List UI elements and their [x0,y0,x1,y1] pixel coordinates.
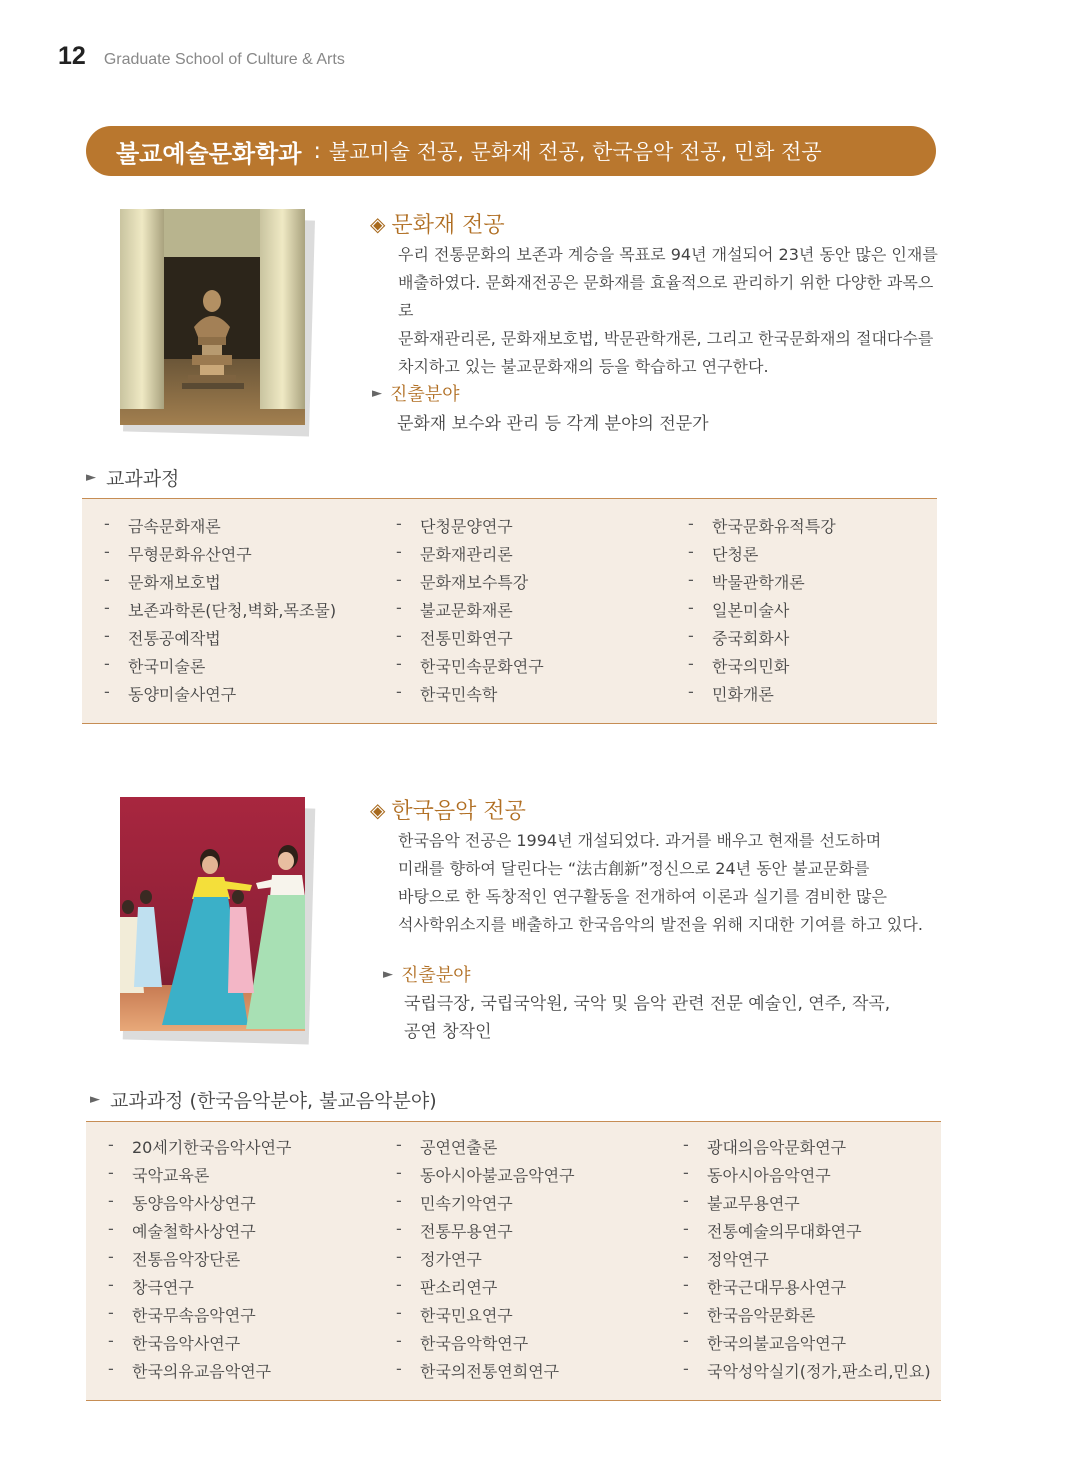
course-item: - 한국의유교음악연구 [108,1359,291,1387]
course-name: 정악연구 [707,1250,769,1269]
banner-separator: : [313,138,321,164]
course-item: - 금속문화재론 [104,514,336,542]
course-name: 한국근대무용사연구 [707,1278,847,1297]
course-name: 한국무속음악연구 [132,1306,256,1325]
course-item: - 전통무용연구 [396,1219,575,1247]
arrow-right-icon: ► [90,1092,100,1107]
description-line: 문화재관리론, 문화재보호법, 박문관학개론, 그리고 한국문화재의 절대다수를 [398,329,934,348]
description-line: 바탕으로 한 독창적인 연구활동을 전개하여 이론과 실기를 겸비한 많은 [398,887,887,906]
course-item: - 국악교육론 [108,1163,291,1191]
course-name: 공연연출론 [420,1138,498,1157]
course-name: 한국의민화 [712,657,790,676]
course-column [396,514,544,710]
course-item: - 전통공예작법 [104,626,336,654]
course-name: 전통공예작법 [128,629,221,648]
course-item: - 한국무속음악연구 [108,1303,291,1331]
description-line: 한국음악 전공은 1994년 개설되었다. 과거를 배우고 현재를 선도하며 [398,831,882,850]
course-name: 중국회화사 [712,629,790,648]
course-item: - 예술철학사상연구 [108,1219,291,1247]
course-item: - 불교문화재론 [396,598,544,626]
course-name: 한국음악사연구 [132,1334,241,1353]
career-line: 공연 창작인 [404,1022,492,1042]
course-item: - 한국의불교음악연구 [683,1331,931,1359]
department-banner [86,126,936,176]
course-item: - 판소리연구 [396,1275,575,1303]
department-title: 불교예술문화학과 [116,139,302,168]
course-name: 보존과학론(단청,벽화,목조물) [128,601,337,620]
course-item: - 한국음악문화론 [683,1303,931,1331]
section-title-cultural-heritage [370,208,505,239]
course-name: 문화재보수특강 [420,573,529,592]
description-line: 차지하고 있는 불교문화재의 등을 학습하고 연구한다. [398,357,769,376]
course-item: - 문화재보호법 [104,570,336,598]
course-name: 예술철학사상연구 [132,1222,256,1241]
course-name: 광대의음악문화연구 [707,1138,847,1157]
course-item: - 한국미술론 [104,654,336,682]
course-column [108,1135,291,1387]
course-name: 한국의전통연희연구 [420,1362,560,1381]
korean-dance-photo [120,797,305,1031]
curriculum-heading [86,464,179,491]
course-name: 일본미술사 [712,601,790,620]
curriculum-label: 교과과정 (한국음악분야, 불교음악분야) [110,1090,437,1112]
course-item: - 한국음악사연구 [108,1331,291,1359]
section-description [398,241,938,381]
course-item: - 광대의음악문화연구 [683,1135,931,1163]
course-name: 단청문양연구 [420,517,513,536]
course-name: 한국민요연구 [420,1306,513,1325]
diamond-icon: ◈ [370,797,386,822]
course-item: - 정가연구 [396,1247,575,1275]
course-name: 불교문화재론 [420,601,513,620]
course-name: 전통민화연구 [420,629,513,648]
course-item: - 한국음악학연구 [396,1331,575,1359]
arrow-right-icon: ► [86,470,96,485]
course-name: 전통음악장단론 [132,1250,241,1269]
course-item: - 한국문화유적특강 [688,514,836,542]
career-line: 국립극장, 국립국악원, 국악 및 음악 관련 전문 예술인, 연주, 작곡, [404,994,891,1014]
course-item: - 동양음악사상연구 [108,1191,291,1219]
course-item: - 한국민속문화연구 [396,654,544,682]
course-column [104,514,336,710]
course-column [688,514,836,710]
description-line: 우리 전통문화의 보존과 계승을 목표로 94년 개설되어 23년 동안 많은 인재를 [398,245,938,264]
course-item: - 동아시아불교음악연구 [396,1163,575,1191]
course-item: - 문화재보수특강 [396,570,544,598]
course-name: 문화재관리론 [420,545,513,564]
career-heading [383,961,471,987]
section-description [398,827,938,939]
course-item: - 전통음악장단론 [108,1247,291,1275]
course-item: - 국악성악실기(정가,판소리,민요) [683,1359,931,1387]
description-line: 석사학위소지를 배출하고 한국음악의 발전을 위해 지대한 기여를 하고 있다. [398,915,923,934]
course-list-box [86,1121,941,1401]
course-name: 한국의불교음악연구 [707,1334,847,1353]
course-column [396,1135,575,1387]
curriculum-label: 교과과정 [106,468,180,490]
course-item: - 불교무용연구 [683,1191,931,1219]
course-name: 민속기악연구 [420,1194,513,1213]
diamond-icon: ◈ [370,211,386,236]
course-name: 단청론 [712,545,759,564]
course-name: 한국음악문화론 [707,1306,816,1325]
course-name: 정가연구 [420,1250,482,1269]
course-item: - 민화개론 [688,682,836,710]
curriculum-heading [90,1086,437,1113]
course-name: 한국문화유적특강 [712,517,836,536]
course-item: - 전통예술의무대화연구 [683,1219,931,1247]
course-item: - 전통민화연구 [396,626,544,654]
course-name: 창극연구 [132,1278,194,1297]
course-item: - 보존과학론(단청,벽화,목조물) [104,598,336,626]
course-item: - 민속기악연구 [396,1191,575,1219]
course-item: - 창극연구 [108,1275,291,1303]
course-name: 국악교육론 [132,1166,210,1185]
course-name: 판소리연구 [420,1278,498,1297]
course-item: - 한국근대무용사연구 [683,1275,931,1303]
course-name: 동양미술사연구 [128,685,237,704]
section-title-korean-music [370,794,526,825]
course-item: - 박물관학개론 [688,570,836,598]
course-item: - 정악연구 [683,1247,931,1275]
course-item: - 단청문양연구 [396,514,544,542]
course-name: 문화재보호법 [128,573,221,592]
course-name: 한국미술론 [128,657,206,676]
page-header [58,42,345,71]
course-column [683,1135,931,1387]
course-name: 동양음악사상연구 [132,1194,256,1213]
course-item: - 동양미술사연구 [104,682,336,710]
description-line: 배출하였다. 문화재전공은 문화재를 효율적으로 관리하기 위한 다양한 과목으로 [398,273,934,320]
course-name: 동아시아불교음악연구 [420,1166,575,1185]
career-text [397,410,917,438]
course-name: 금속문화재론 [128,517,221,536]
course-item: - 한국의민화 [688,654,836,682]
course-name: 20세기한국음악사연구 [132,1138,292,1157]
career-line: 문화재 보수와 관리 등 각계 분야의 전문가 [397,414,709,434]
course-name: 전통무용연구 [420,1222,513,1241]
course-item: - 공연연출론 [396,1135,575,1163]
course-name: 무형문화유산연구 [128,545,252,564]
course-item: - 한국민요연구 [396,1303,575,1331]
buddha-statue-photo [120,209,305,425]
arrow-right-icon: ► [383,966,393,982]
arrow-right-icon: ► [372,385,382,401]
course-list-box [82,498,937,724]
course-item: - 한국민속학 [396,682,544,710]
course-name: 전통예술의무대화연구 [707,1222,862,1241]
course-item: - 문화재관리론 [396,542,544,570]
career-text [404,990,924,1046]
course-name: 불교무용연구 [707,1194,800,1213]
course-name: 한국음악학연구 [420,1334,529,1353]
career-label: 진출분야 [401,965,471,986]
course-name: 박물관학개론 [712,573,805,592]
section-title: 문화재 전공 [391,213,505,238]
course-item: - 20세기한국음악사연구 [108,1135,291,1163]
career-heading [372,380,460,406]
course-item: - 한국의전통연희연구 [396,1359,575,1387]
course-name: 한국민속학 [420,685,498,704]
course-item: - 동아시아음악연구 [683,1163,931,1191]
course-item: - 중국회화사 [688,626,836,654]
course-item: - 일본미술사 [688,598,836,626]
course-name: 국악성악실기(정가,판소리,민요) [707,1362,931,1381]
course-name: 한국의유교음악연구 [132,1362,272,1381]
career-label: 진출분야 [390,384,460,405]
course-name: 동아시아음악연구 [707,1166,831,1185]
course-name: 민화개론 [712,685,774,704]
school-name: Graduate School of Culture & Arts [103,51,345,68]
department-majors: 불교미술 전공, 문화재 전공, 한국음악 전공, 민화 전공 [328,140,822,164]
page-number: 12 [58,42,86,70]
course-name: 한국민속문화연구 [420,657,544,676]
course-item: - 단청론 [688,542,836,570]
course-item: - 무형문화유산연구 [104,542,336,570]
description-line: 미래를 향하여 달린다는 “法古創新”정신으로 24년 동안 불교문화를 [398,859,870,878]
section-title: 한국음악 전공 [391,799,526,824]
